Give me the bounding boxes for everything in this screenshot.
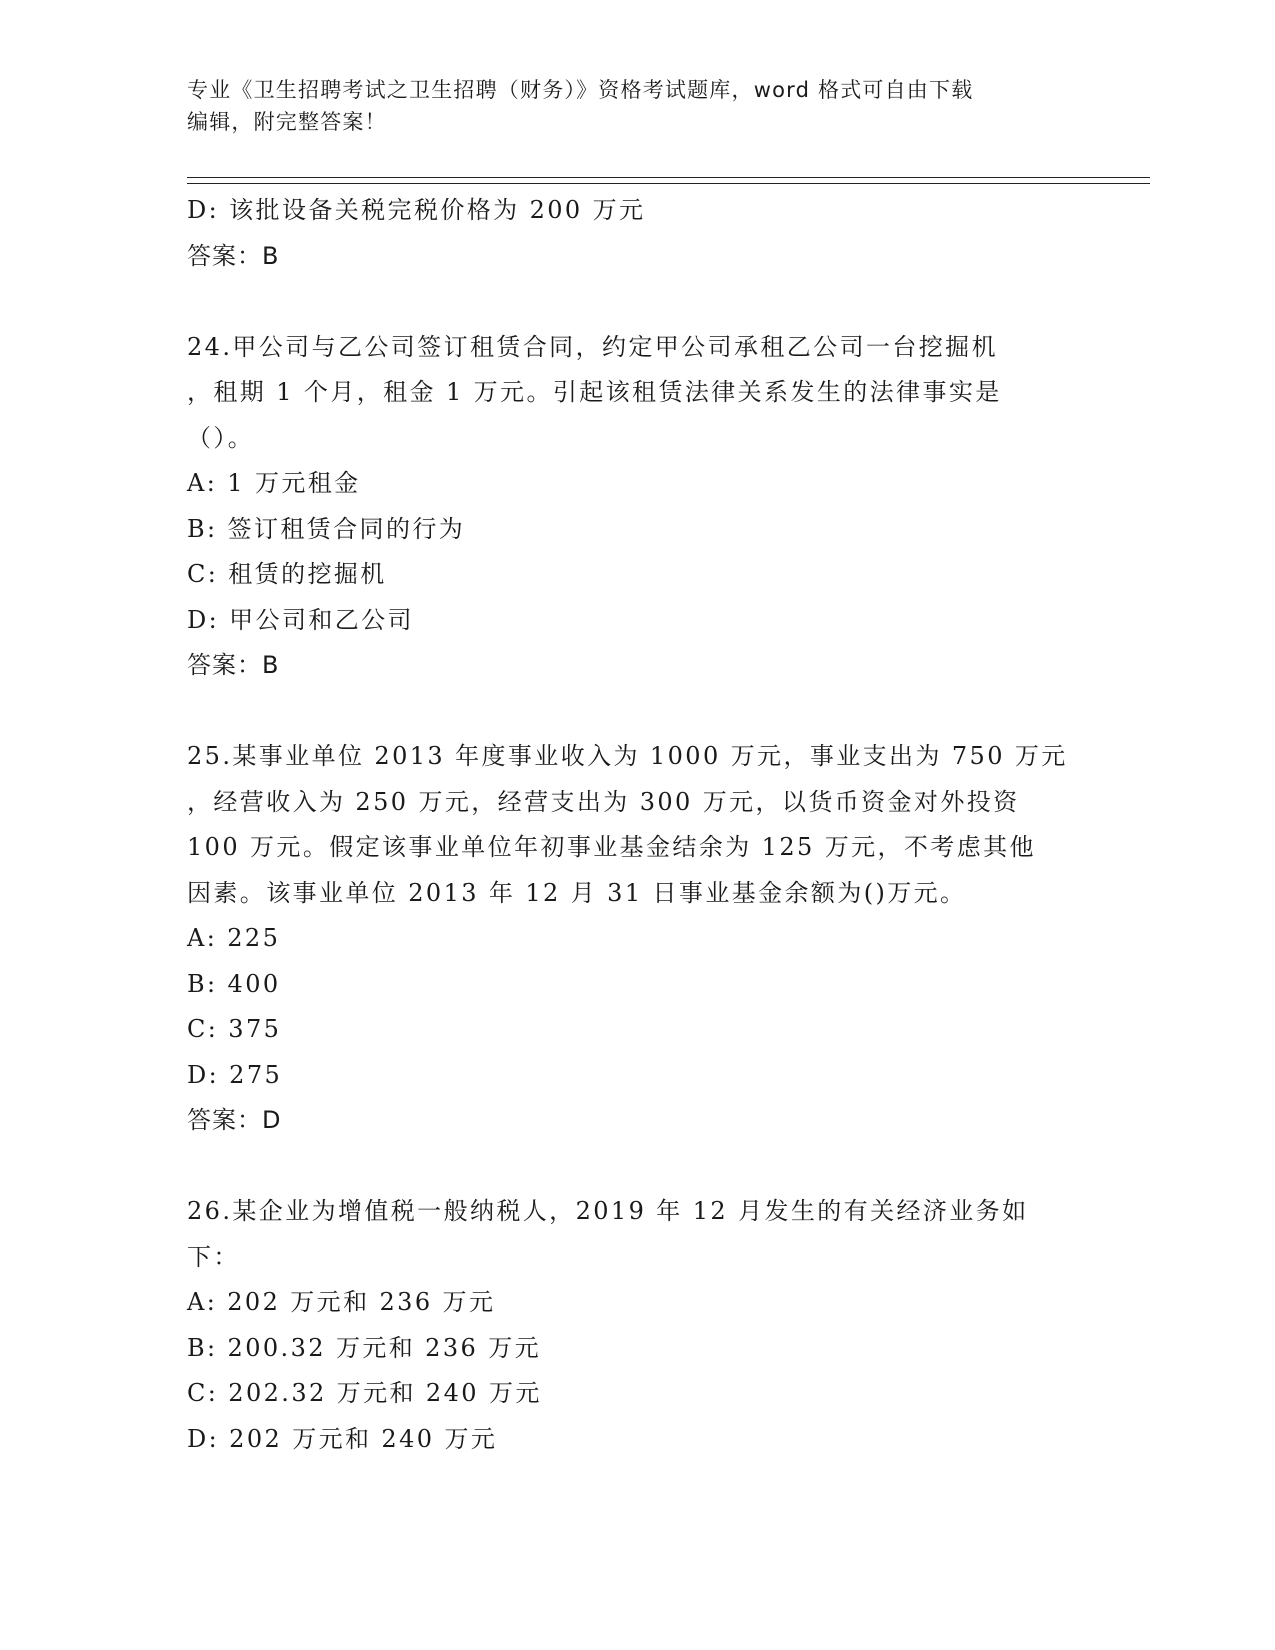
option-a: A: 225 [187,924,281,952]
question-stem-line: ，经营收入为 250 万元，经营支出为 300 万元，以货币资金对外投资 [187,787,1020,816]
document-body [187,188,1087,1462]
option-b: B: 签订租赁合同的行为 [187,514,466,543]
question-stem-line: ，租期 1 个月，租金 1 万元。引起该租赁法律关系发生的法律事实是 [187,378,1002,406]
question-stem-line: 100 万元。假定该事业单位年初事业基金结余为 125 万元，不考虑其他 [187,833,1036,861]
header-divider [187,177,1150,184]
previous-question-tail [187,188,1087,279]
question-stem-line: 26.某企业为增值税一般纳税人，2019 年 12 月发生的有关经济业务如 [187,1197,1029,1225]
question-stem-line: （）。 [187,423,255,452]
header-line: 编辑，附完整答案！ [187,110,387,134]
header-line: 专业《卫生招聘考试之卫生招聘（财务）》资格考试题库，word 格式可自由下载 [187,78,974,102]
option-a: A: 1 万元租金 [187,469,361,497]
question-26 [187,1189,1087,1462]
question-24 [187,325,1087,689]
option-d: D: 275 [187,1060,283,1089]
question-stem-line: 24.甲公司与乙公司签订租赁合同，约定甲公司承租乙公司一台挖掘机 [187,332,998,361]
question-stem-line: 因素。该事业单位 2013 年 12 月 31 日事业基金余额为()万元。 [187,878,967,907]
option-b: B: 200.32 万元和 236 万元 [187,1333,542,1362]
option-c: C: 375 [187,1015,282,1043]
answer: 答案：D [187,1106,282,1134]
option-a: A: 202 万元和 236 万元 [187,1288,496,1316]
answer: 答案：B [187,241,280,270]
option-d: D: 202 万元和 240 万元 [187,1424,498,1453]
option-c: C: 202.32 万元和 240 万元 [187,1379,542,1407]
option-c: C: 租赁的挖掘机 [187,560,387,588]
answer: 答案：B [187,651,280,679]
question-stem-line: 25.某事业单位 2013 年度事业收入为 1000 万元，事业支出为 750 万元 [187,742,1068,770]
question-stem-line: 下： [187,1242,240,1271]
option-b: B: 400 [187,969,281,998]
question-25 [187,734,1087,1144]
option-d: D: 甲公司和乙公司 [187,605,414,634]
option-d: D: 该批设备关税完税价格为 200 万元 [187,196,646,224]
page-header [187,74,1067,138]
